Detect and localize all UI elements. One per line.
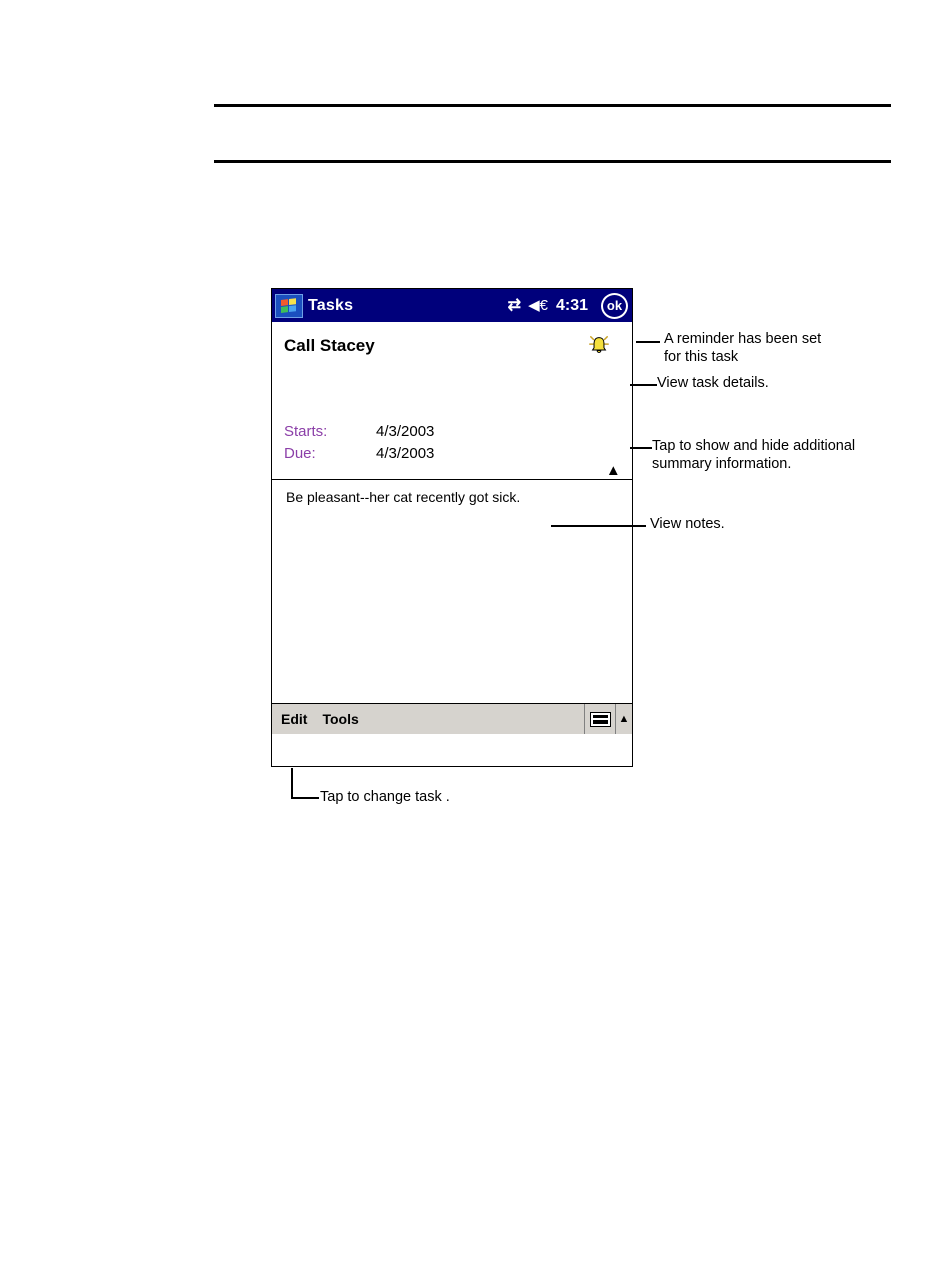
section-divider xyxy=(272,479,632,480)
clock-label[interactable]: 4:31 xyxy=(555,296,588,314)
starts-label: Starts: xyxy=(284,423,328,440)
task-notes-text[interactable]: Be pleasant--her cat recently got sick. xyxy=(286,489,521,505)
titlebar xyxy=(272,289,632,322)
menu-item-tools[interactable]: Tools xyxy=(322,711,359,727)
due-label: Due: xyxy=(284,445,316,462)
keyboard-icon[interactable] xyxy=(584,704,615,734)
pocketpc-device-screenshot xyxy=(271,288,633,767)
leader-details xyxy=(630,384,657,386)
callout-reminder: A reminder has been set for this task xyxy=(664,331,822,365)
activesync-icon[interactable]: ⇄ xyxy=(507,296,522,314)
header-rule-bottom xyxy=(214,160,891,163)
windows-start-icon[interactable] xyxy=(275,294,303,318)
menubar xyxy=(272,703,632,734)
due-value: 4/3/2003 xyxy=(376,445,435,462)
leader-summary xyxy=(630,447,652,449)
chevron-up-icon[interactable]: ▲ xyxy=(605,462,622,479)
ok-button[interactable]: ok xyxy=(601,293,628,319)
leader-change-task-vertical xyxy=(291,768,293,798)
header-rule-top xyxy=(214,104,891,107)
speaker-icon[interactable]: ◀€ xyxy=(528,297,548,314)
system-tray xyxy=(508,293,628,319)
task-name-label: Call Stacey xyxy=(284,336,375,355)
windows-flag-icon xyxy=(281,297,298,313)
starts-value: 4/3/2003 xyxy=(376,423,435,440)
chevron-up-small-icon[interactable]: ▲ xyxy=(615,704,632,734)
bell-icon xyxy=(588,334,610,356)
sip-area xyxy=(584,704,632,734)
window-title: Tasks xyxy=(308,296,354,314)
leader-change-task-horizontal xyxy=(291,797,319,799)
callout-change-task: Tap to change task . xyxy=(320,789,450,805)
callout-notes: View notes. xyxy=(650,516,725,532)
leader-notes xyxy=(551,525,646,527)
callout-summary: Tap to show and hide additional summary information. xyxy=(652,438,856,472)
menu-item-edit[interactable]: Edit xyxy=(281,711,308,727)
leader-reminder xyxy=(636,341,660,343)
callout-details: View task details. xyxy=(657,375,769,391)
task-detail-body xyxy=(272,322,632,734)
